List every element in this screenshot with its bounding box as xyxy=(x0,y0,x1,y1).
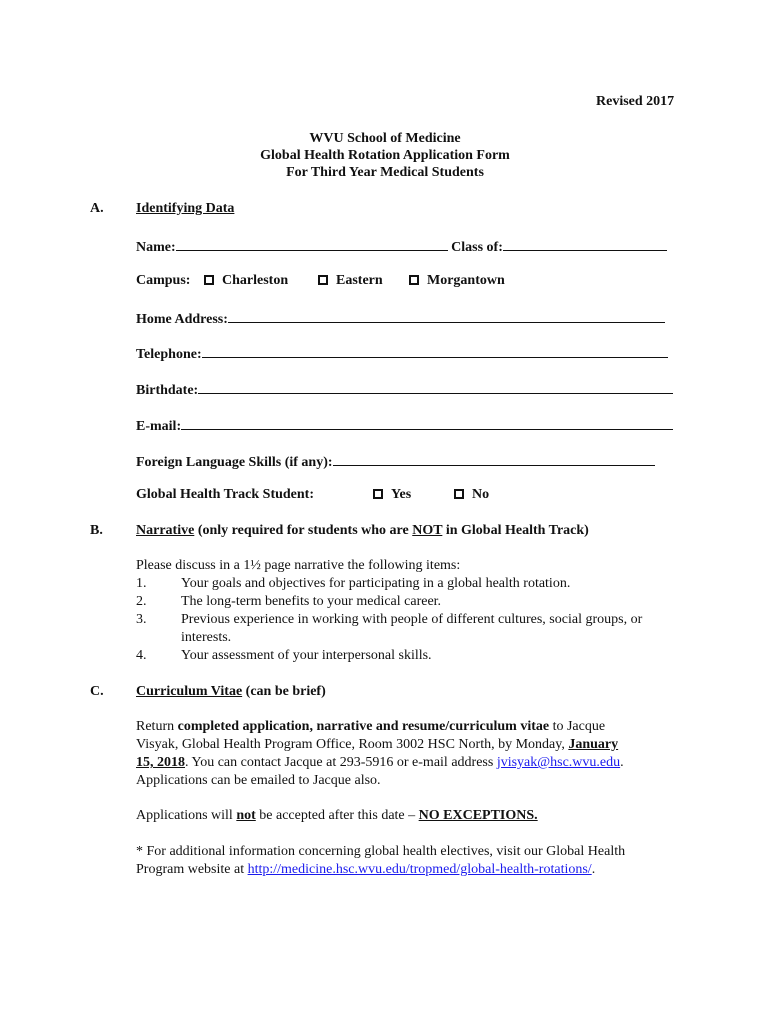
text: Visyak, Global Health Program Office, Room 3002 HSC North, by Monday, xyxy=(136,737,569,752)
not-emphasis: not xyxy=(236,808,256,823)
yes-label: Yes xyxy=(391,487,412,502)
text: Applications will xyxy=(136,808,237,823)
narrative-item-text-cont: interests. xyxy=(181,630,232,645)
revised-date: Revised 2017 xyxy=(596,94,675,109)
birthdate-field[interactable] xyxy=(198,380,673,394)
section-b-letter: B. xyxy=(90,523,103,538)
name-label: Name: xyxy=(136,240,176,255)
campus-option-eastern[interactable] xyxy=(318,273,383,289)
form-subtitle: For Third Year Medical Students xyxy=(286,165,484,180)
narrative-item-text: Your goals and objectives for participating in a global health rotation. xyxy=(181,576,571,591)
track-option-yes[interactable] xyxy=(373,487,411,503)
text: to Jacque xyxy=(549,719,606,734)
text: Program website at xyxy=(136,862,248,877)
checkbox-icon[interactable] xyxy=(373,489,383,499)
text: Return xyxy=(136,719,178,734)
telephone-label: Telephone: xyxy=(136,347,202,362)
class-label: Class of: xyxy=(451,240,503,255)
narrative-item-text: Previous experience in working with people of different cultures, social groups, or xyxy=(181,612,643,627)
required-docs: completed application, narrative and resume/curriculum vitae xyxy=(177,719,550,734)
narrative-item-num: 1. xyxy=(136,576,147,591)
instructions-line-2 xyxy=(136,737,618,753)
language-label: Foreign Language Skills (if any): xyxy=(136,455,333,470)
telephone-row xyxy=(136,344,668,363)
birthdate-row xyxy=(136,380,673,399)
school-title: WVU School of Medicine xyxy=(309,131,461,146)
email-field[interactable] xyxy=(181,416,673,430)
campus-option-charleston[interactable] xyxy=(204,273,288,289)
website-link[interactable]: http://medicine.hsc.wvu.edu/tropmed/global-health-rotations/ xyxy=(247,862,592,877)
deadline-month: January xyxy=(568,737,619,752)
text: . You can contact Jacque at 293-5916 or e-mail address xyxy=(185,755,497,770)
campus-option-label: Morgantown xyxy=(427,273,505,288)
name-field[interactable] xyxy=(176,237,448,251)
section-c-letter: C. xyxy=(90,684,104,699)
text: be accepted after this date – xyxy=(255,808,419,823)
home-address-row xyxy=(136,309,665,328)
info-line-2 xyxy=(136,862,595,878)
email-row xyxy=(136,416,673,435)
section-c-heading xyxy=(136,684,326,700)
instructions-line-4: Applications can be emailed to Jacque also. xyxy=(136,773,381,788)
instructions-line-1 xyxy=(136,719,605,735)
narrative-item-num: 2. xyxy=(136,594,147,609)
track-label: Global Health Track Student: xyxy=(136,487,315,502)
language-field[interactable] xyxy=(333,452,655,466)
deadline-date: 15, 2018 xyxy=(136,755,185,770)
form-title: Global Health Rotation Application Form xyxy=(260,148,510,163)
email-link[interactable]: jvisyak@hsc.wvu.edu xyxy=(496,755,621,770)
narrative-not: NOT xyxy=(412,523,443,538)
narrative-qualifier: (only required for students who are xyxy=(194,523,413,538)
narrative-title: Narrative xyxy=(136,523,195,538)
narrative-item-text: The long-term benefits to your medical career. xyxy=(181,594,442,609)
no-label: No xyxy=(472,487,490,502)
narrative-item-text: Your assessment of your interpersonal skills. xyxy=(181,648,432,663)
language-row xyxy=(136,452,655,471)
telephone-field[interactable] xyxy=(202,344,668,358)
checkbox-icon[interactable] xyxy=(204,275,214,285)
text: . xyxy=(620,755,624,770)
checkbox-icon[interactable] xyxy=(318,275,328,285)
campus-option-morgantown[interactable] xyxy=(409,273,505,289)
checkbox-icon[interactable] xyxy=(454,489,464,499)
campus-option-label: Charleston xyxy=(222,273,289,288)
checkbox-icon[interactable] xyxy=(409,275,419,285)
narrative-intro: Please discuss in a 1½ page narrative the following items: xyxy=(136,558,461,573)
campus-label: Campus: xyxy=(136,273,191,288)
home-address-label: Home Address: xyxy=(136,312,228,327)
narrative-qualifier-end: in Global Health Track) xyxy=(442,523,589,538)
cv-title: Curriculum Vitae xyxy=(136,684,243,699)
narrative-item-num: 3. xyxy=(136,612,147,627)
track-option-no[interactable] xyxy=(454,487,489,503)
email-label: E-mail: xyxy=(136,419,182,434)
campus-option-label: Eastern xyxy=(336,273,383,288)
section-a-heading: Identifying Data xyxy=(136,201,235,216)
class-field[interactable] xyxy=(503,237,667,251)
birthdate-label: Birthdate: xyxy=(136,383,199,398)
name-row xyxy=(136,237,667,256)
deadline-warning xyxy=(136,808,538,824)
narrative-item-num: 4. xyxy=(136,648,147,663)
cv-qualifier: (can be brief) xyxy=(242,684,326,699)
text: . xyxy=(591,862,596,877)
section-a-letter: A. xyxy=(90,201,104,216)
home-address-field[interactable] xyxy=(228,309,665,323)
no-exceptions: NO EXCEPTIONS. xyxy=(418,808,538,823)
section-b-heading xyxy=(136,523,589,539)
instructions-line-3 xyxy=(136,755,624,771)
info-line-1: * For additional information concerning global health electives, visit our Global Health xyxy=(136,844,626,859)
